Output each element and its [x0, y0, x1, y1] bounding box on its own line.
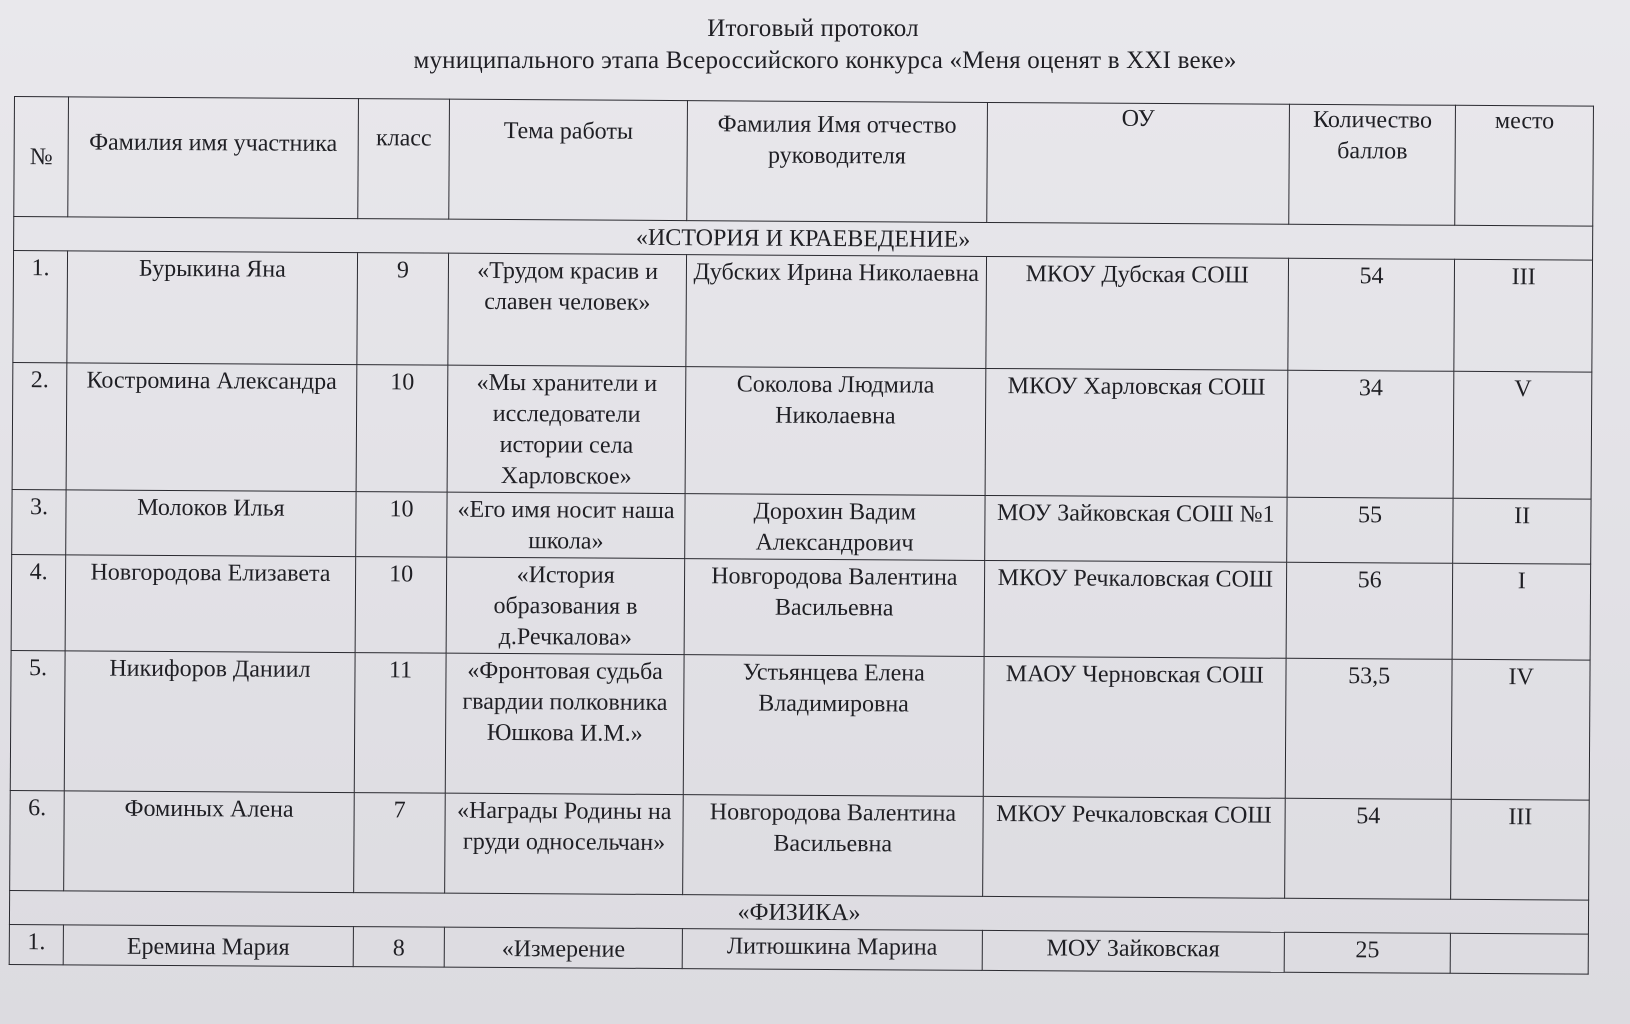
cell-school: МАОУ Черновская СОШ [983, 656, 1286, 798]
cell-topic: «Его имя носит наша школа» [447, 492, 685, 558]
cell-school: МКОУ Речкаловская СОШ [982, 796, 1285, 898]
cell-grade: 9 [357, 253, 449, 366]
cell-number: 6. [10, 790, 65, 890]
header-number: № [14, 97, 69, 217]
cell-topic: «История образования в д.Речкалова» [446, 557, 684, 654]
cell-topic: «Мы хранители и исследователи истории села Харловское» [447, 365, 685, 493]
cell-topic: «Фронтовая судьба гвардии полковника Юшкова И.М.» [446, 653, 684, 794]
cell-number: 1. [13, 251, 68, 363]
table-row [12, 489, 1591, 564]
cell-supervisor: Дорохин Вадим Александрович [685, 494, 985, 561]
table-row [10, 650, 1590, 800]
header-participant: Фамилия имя участника [68, 97, 358, 219]
cell-supervisor: Соколова Людмила Николаевна [685, 367, 986, 496]
cell-score: 55 [1287, 497, 1454, 563]
header-grade: класс [357, 99, 449, 220]
section-label-history: «ИСТОРИЯ И КРАЕВЕДЕНИЕ» [14, 217, 1593, 261]
cell-grade: 10 [356, 365, 448, 493]
cell-participant: Новгородова Елизавета [65, 555, 355, 653]
cell-supervisor: Новгородова Валентина Васильевна [684, 559, 985, 657]
cell-participant: Костромина Александра [66, 363, 356, 492]
results-table [9, 96, 1594, 975]
cell-school: МОУ Зайковская СОШ №1 [984, 495, 1286, 562]
header-school: ОУ [987, 102, 1290, 224]
cell-participant: Бурыкина Яна [67, 251, 357, 365]
table-row [11, 554, 1591, 660]
table-row [13, 251, 1593, 373]
cell-school: МКОУ Речкаловская СОШ [984, 560, 1287, 658]
cell-grade: 10 [355, 492, 447, 558]
section-label-physics: «ФИЗИКА» [9, 890, 1588, 934]
cell-topic: «Награды Родины на груди односельчан» [445, 793, 683, 894]
table-header-row [14, 97, 1594, 227]
cell-supervisor: Устьянцева Елена Владимировна [683, 655, 984, 797]
cell-school: МКОУ Харловская СОШ [985, 368, 1288, 497]
cell-score: 25 [1284, 932, 1451, 973]
cell-grade: 7 [353, 793, 445, 894]
table-row [10, 790, 1590, 900]
cell-number: 4. [11, 554, 66, 650]
protocol-subtitle: муниципального этапа Всероссийского конкурса «Меня оценят в XXI веке» [413, 47, 1237, 74]
cell-topic: «Трудом красив и славен человек» [448, 253, 686, 366]
cell-score: 54 [1284, 798, 1451, 899]
cell-participant: Молоков Илья [66, 490, 356, 557]
cell-grade: 10 [355, 557, 447, 654]
header-supervisor: Фамилия Имя отчество руководителя [687, 101, 988, 223]
table-row [12, 362, 1592, 499]
cell-number: 2. [12, 362, 67, 489]
cell-number: 5. [10, 650, 65, 790]
cell-place: IV [1452, 659, 1590, 800]
cell-number: 3. [12, 489, 67, 554]
protocol-title: Итоговый протокол [707, 15, 919, 42]
cell-participant: Фоминых Алена [64, 791, 354, 893]
cell-place: III [1451, 799, 1589, 900]
cell-score: 34 [1287, 370, 1454, 498]
cell-grade: 8 [353, 927, 445, 968]
cell-score: 53,5 [1285, 658, 1452, 799]
header-place: место [1455, 105, 1593, 226]
cell-place: II [1453, 498, 1591, 564]
cell-school: МКОУ Дубская СОШ [986, 256, 1289, 370]
cell-number: 1. [9, 924, 63, 964]
cell-place: V [1454, 371, 1592, 499]
cell-participant: Еремина Мария [63, 925, 353, 967]
cell-place: I [1453, 563, 1591, 660]
cell-participant: Никифоров Даниил [64, 651, 354, 793]
header-score: Количество баллов [1289, 104, 1456, 225]
cell-supervisor: Литюшкина Марина [682, 929, 982, 971]
cell-score: 54 [1288, 258, 1455, 371]
cell-supervisor: Дубских Ирина Николаевна [686, 255, 987, 369]
cell-school: МОУ Зайковская [982, 930, 1284, 972]
header-topic: Тема работы [449, 99, 687, 220]
cell-place [1451, 933, 1589, 974]
cell-grade: 11 [354, 653, 447, 794]
table-row [9, 924, 1588, 974]
cell-score: 56 [1286, 562, 1453, 659]
cell-supervisor: Новгородова Валентина Васильевна [682, 795, 983, 897]
cell-place: III [1454, 259, 1592, 372]
cell-topic: «Измерение [445, 927, 683, 968]
